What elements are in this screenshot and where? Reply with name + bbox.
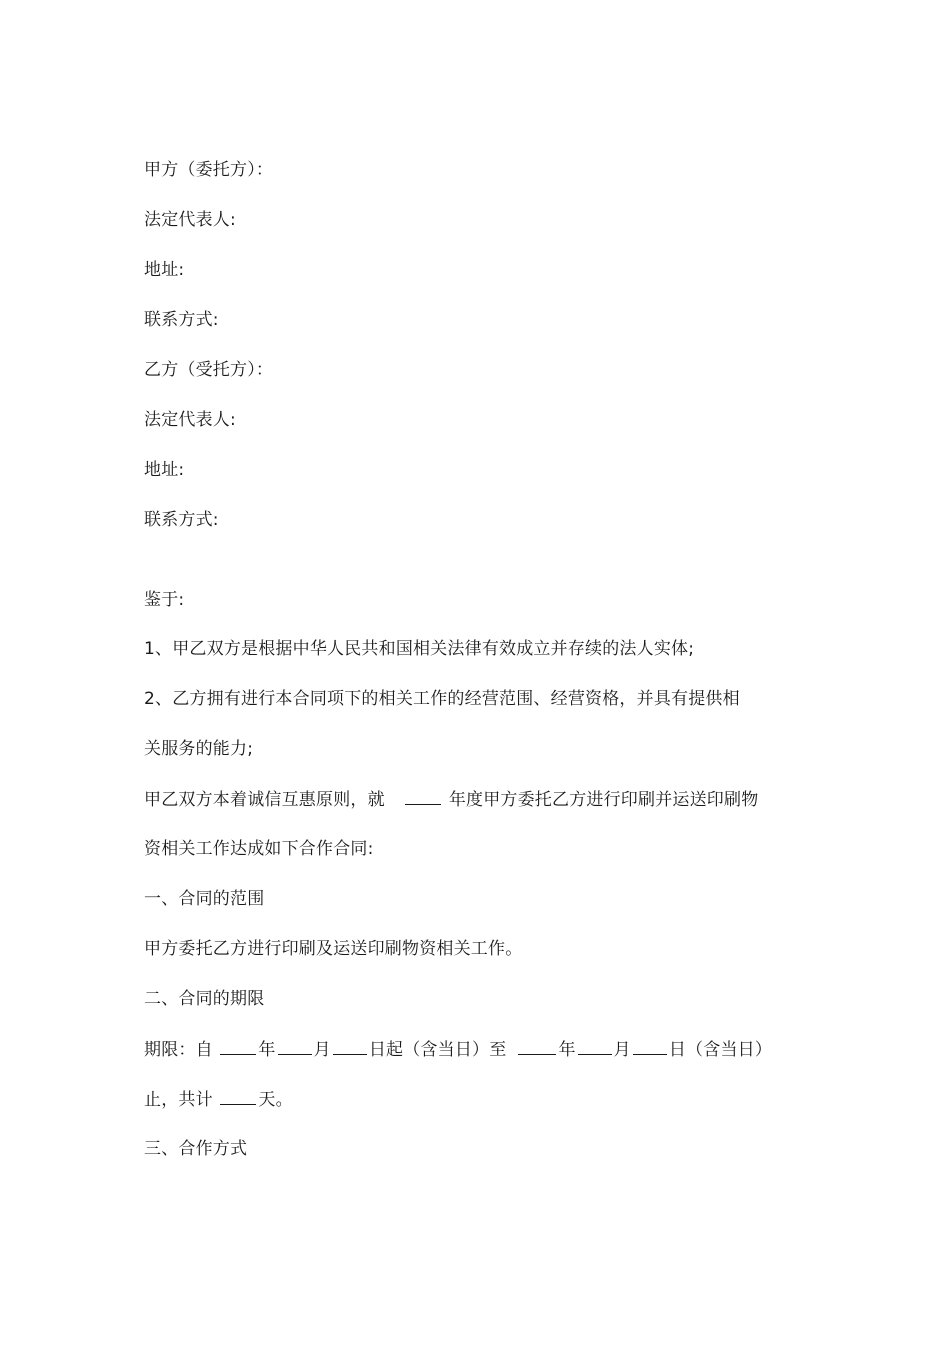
end-year-label: 年 xyxy=(558,1040,576,1060)
end-year-blank xyxy=(518,1038,556,1055)
whereas-heading: 鉴于: xyxy=(144,590,185,610)
start-month-label: 月 xyxy=(313,1040,331,1060)
section-2-heading: 二、合同的期限 xyxy=(144,989,265,1009)
section-3-heading: 三、合作方式 xyxy=(144,1139,248,1159)
term-line-1 xyxy=(144,1038,772,1061)
party-b-contact: 联系方式: xyxy=(144,510,219,530)
end-month-blank xyxy=(578,1038,612,1055)
section-1-body: 甲方委托乙方进行印刷及运送印刷物资相关工作。 xyxy=(144,939,523,959)
start-year-label: 年 xyxy=(258,1040,276,1060)
start-year-blank xyxy=(220,1038,256,1055)
party-a-legal-rep: 法定代表人: xyxy=(144,210,236,230)
preamble-part-2: 年度甲方委托乙方进行印刷并运送印刷物 xyxy=(448,790,759,810)
days-blank xyxy=(220,1088,256,1105)
party-b-legal-rep: 法定代表人: xyxy=(144,410,236,430)
preamble-part-1: 甲乙双方本着诚信互惠原则，就 xyxy=(144,790,385,810)
start-day-blank xyxy=(333,1038,367,1055)
term-label: 期限：自 xyxy=(144,1040,213,1060)
end-month-label: 月 xyxy=(613,1040,631,1060)
days-label: 天。 xyxy=(258,1090,293,1110)
end-day-blank xyxy=(633,1038,667,1055)
term-line-2 xyxy=(144,1088,293,1111)
year-blank xyxy=(405,788,441,805)
party-a-title: 甲方（委托方）： xyxy=(144,160,274,180)
preamble-line-2: 资相关工作达成如下合作合同: xyxy=(144,839,374,859)
party-b-address: 地址: xyxy=(144,460,185,480)
section-1-heading: 一、合同的范围 xyxy=(144,889,265,909)
whereas-item-2-line-2: 关服务的能力; xyxy=(144,739,254,759)
whereas-item-1: 1、甲乙双方是根据中华人民共和国相关法律有效成立并存续的法人实体; xyxy=(144,639,695,659)
start-month-blank xyxy=(278,1038,312,1055)
party-a-address: 地址: xyxy=(144,260,185,280)
preamble-line-1 xyxy=(144,788,758,811)
start-day-label: 日起（含当日）至 xyxy=(368,1040,507,1060)
whereas-item-2-line-1: 2、乙方拥有进行本合同项下的相关工作的经营范围、经营资格，并具有提供相 xyxy=(144,689,740,709)
party-a-contact: 联系方式: xyxy=(144,310,219,330)
end-day-label: 日（含当日） xyxy=(668,1040,773,1060)
total-label: 止，共计 xyxy=(144,1090,213,1110)
party-b-title: 乙方（受托方）： xyxy=(144,360,274,380)
